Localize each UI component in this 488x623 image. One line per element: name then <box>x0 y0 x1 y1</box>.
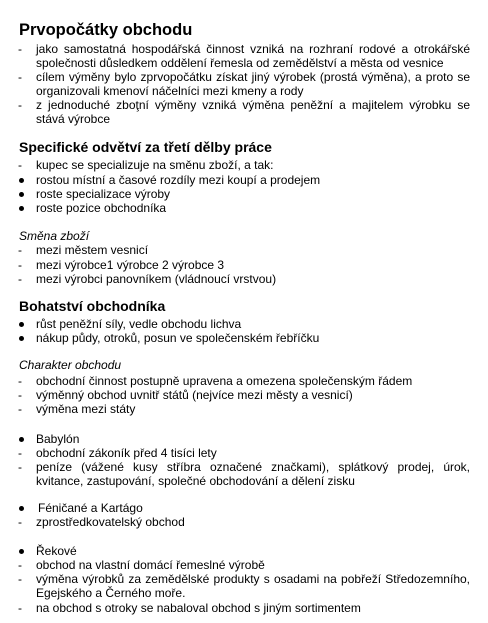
dash-bullet: - <box>18 272 22 286</box>
group-title-phoenicia: Féničané a Kartágo <box>38 501 143 515</box>
round-bullet <box>19 178 24 183</box>
round-bullet <box>19 549 24 554</box>
bullet-item: růst peněžní síly, vedle obchodu lichva <box>36 317 242 331</box>
list-item: výměna mezi státy <box>36 402 136 416</box>
round-bullet <box>19 437 24 442</box>
bullet-item: nákup půdy, otroků, posun ve společenském řebříčku <box>36 331 320 345</box>
dash-bullet: - <box>18 374 22 388</box>
list-item-line1: výměna výrobků za zemědělské produkty s osadami na pobřeží Středozemního, <box>36 572 470 586</box>
round-bullet <box>19 506 24 511</box>
bullet-item: roste pozice obchodníka <box>36 201 167 215</box>
round-bullet <box>19 322 24 327</box>
list-item: obchod na vlastní domácí řemeslné výrobě <box>36 558 265 572</box>
list-item-line1: peníze (vážené kusy stříbra označené značkami), splátkový prodej, úrok, <box>36 460 470 474</box>
list-item-line2: Egejského a Černého moře. <box>36 586 186 600</box>
group-title-babylon: Babylón <box>36 432 80 446</box>
subtitle-exchange: Směna zboží <box>19 229 90 243</box>
group-title-greeks: Řekové <box>36 544 77 558</box>
dash-bullet: - <box>18 243 22 257</box>
list-item: na obchod s otroky se nabaloval obchod s jiným sortimentem <box>36 601 361 615</box>
round-bullet <box>19 336 24 341</box>
list-item: výměnný obchod uvnitř států (nejvíce mezi městy a vesnicí) <box>36 388 353 402</box>
dash-bullet: - <box>18 515 22 529</box>
list-item: mezi výrobci panovníkem (vládnoucí vrstvou) <box>36 272 277 286</box>
list-item-line2: kvitance, zastupování, společné obchodování a dělení zisku <box>36 474 355 488</box>
round-bullet <box>19 206 24 211</box>
dash-bullet: - <box>18 42 22 56</box>
list-item: mezi městem vesnicí <box>36 243 149 257</box>
bullet-item: roste specializace výroby <box>36 187 171 201</box>
round-bullet <box>19 192 24 197</box>
list-item: obchodní zákoník před 4 tisíci lety <box>36 446 217 460</box>
dash-bullet: - <box>18 460 22 474</box>
list-item-line2: společnosti důsledkem oddělení řemesla od zemědělství a města od vesnice <box>36 56 444 70</box>
list-item-line1: cílem výměny bylo zprvopočátku získat jiný výrobek (prostá výměna), a proto se <box>36 70 470 84</box>
section-title-specific: Specifické odvětví za třetí dělby práce <box>19 139 272 155</box>
list-item: mezi výrobce1 výrobce 2 výrobce 3 <box>36 258 225 272</box>
list-item-line1: z jednoduché zboţní výměny vzniká výměna peněžní a majitelem výrobku se <box>36 98 470 112</box>
subtitle-character: Charakter obchodu <box>19 358 122 372</box>
dash-bullet: - <box>18 388 22 402</box>
dash-bullet: - <box>18 446 22 460</box>
dash-bullet: - <box>18 158 22 172</box>
section-title-wealth: Bohatství obchodníka <box>19 298 166 314</box>
dash-bullet: - <box>18 572 22 586</box>
list-item-line1: jako samostatná hospodářská činnost vzniká na rozhraní rodové a otrokářské <box>36 42 470 56</box>
bullet-item: rostou místní a časové rozdíly mezi koupí a prodejem <box>36 173 321 187</box>
list-item: obchodní činnost postupně upravena a omezena společenským řádem <box>36 374 413 388</box>
dash-bullet: - <box>18 70 22 84</box>
dash-bullet: - <box>18 402 22 416</box>
dash-bullet: - <box>18 258 22 272</box>
dash-bullet: - <box>18 601 22 615</box>
intro-text: kupec se specializuje na směnu zboží, a tak: <box>36 158 274 172</box>
list-item-line2: organizovali kmenoví náčelníci mezi kmeny a rody <box>36 84 304 98</box>
list-item: zprostředkovatelský obchod <box>36 515 185 529</box>
list-item-line2: stává výrobce <box>36 112 111 126</box>
section-title-origins: Prvopočátky obchodu <box>19 21 193 39</box>
dash-bullet: - <box>18 558 22 572</box>
dash-bullet: - <box>18 98 22 112</box>
